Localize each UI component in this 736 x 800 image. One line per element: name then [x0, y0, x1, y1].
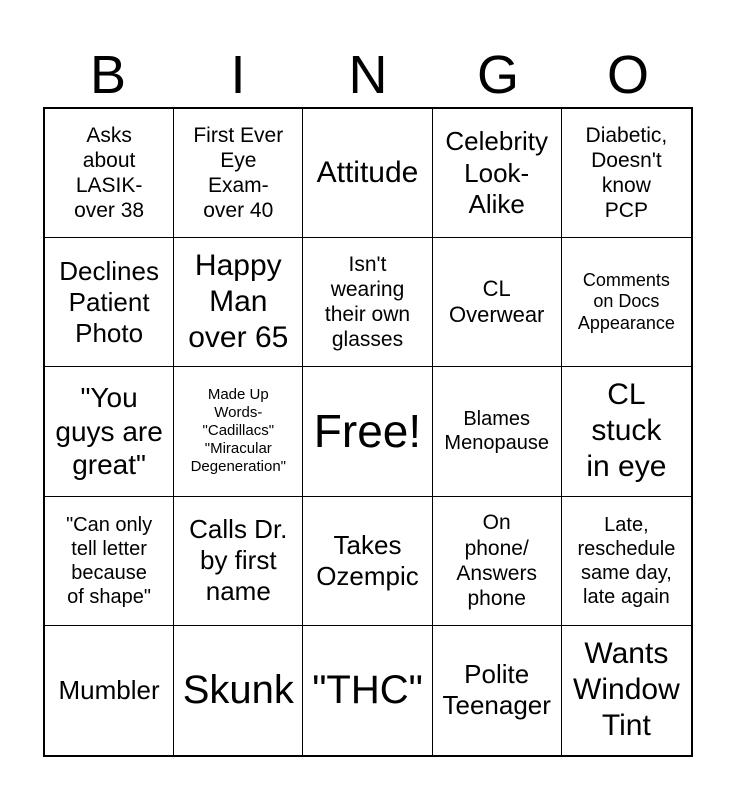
cell-text: Takes Ozempic	[316, 529, 419, 591]
bingo-cell[interactable]	[433, 367, 562, 496]
cell-text: CL Overwear	[449, 275, 545, 328]
cell-text: Declines Patient Photo	[59, 255, 159, 348]
cell-text: On phone/ Answers phone	[456, 511, 537, 610]
header-letter-i: I	[230, 45, 246, 105]
bingo-cell[interactable]	[174, 626, 303, 755]
header-letter-b: B	[89, 45, 127, 105]
cell-text: CL stuck in eye	[586, 378, 667, 484]
header-letter-o: O	[606, 45, 649, 105]
bingo-header	[43, 44, 693, 106]
bingo-cell[interactable]	[174, 497, 303, 626]
bingo-cell[interactable]	[303, 497, 432, 626]
bingo-cell[interactable]	[433, 497, 562, 626]
cell-text: Celebrity Look- Alike	[445, 126, 548, 219]
bingo-cell[interactable]	[174, 367, 303, 496]
bingo-cell[interactable]	[174, 109, 303, 238]
cell-text: "THC"	[312, 668, 423, 713]
bingo-cell[interactable]	[45, 367, 174, 496]
cell-text: Polite Teenager	[442, 659, 551, 721]
cell-text: Comments on Docs Appearance	[577, 269, 675, 334]
bingo-cell[interactable]	[45, 109, 174, 238]
cell-text: Isn't wearing their own glasses	[324, 252, 411, 352]
bingo-cell[interactable]	[45, 626, 174, 755]
bingo-card-grid	[43, 107, 693, 757]
cell-text: Diabetic, Doesn't know PCP	[585, 123, 668, 223]
cell-text: Blames Menopause	[444, 408, 549, 455]
bingo-cell[interactable]	[562, 238, 691, 367]
bingo-cell[interactable]	[174, 238, 303, 367]
bingo-cell[interactable]	[303, 238, 432, 367]
bingo-cell[interactable]	[562, 497, 691, 626]
bingo-cell[interactable]	[303, 109, 432, 238]
header-letter-g: G	[476, 45, 519, 105]
cell-text: "You guys are great"	[55, 382, 163, 481]
cell-text: Happy Man over 65	[188, 249, 289, 355]
bingo-cell[interactable]	[433, 109, 562, 238]
cell-text: Asks about LASIK- over 38	[74, 123, 145, 223]
cell-text: Calls Dr. by first name	[189, 513, 288, 607]
bingo-cell[interactable]	[45, 238, 174, 367]
cell-text: Wants Window Tint	[573, 637, 680, 743]
cell-text: Late, reschedule same day, late again	[577, 513, 676, 608]
bingo-cell[interactable]	[433, 238, 562, 367]
cell-text: Attitude	[316, 156, 419, 190]
header-letter-n: N	[348, 45, 388, 105]
free-space-cell[interactable]	[303, 367, 432, 496]
cell-text: Skunk	[182, 668, 294, 713]
bingo-cell[interactable]	[562, 367, 691, 496]
free-space-text: Free!	[313, 404, 422, 457]
bingo-cell[interactable]	[45, 497, 174, 626]
bingo-cell[interactable]	[433, 626, 562, 755]
bingo-cell[interactable]	[303, 626, 432, 755]
cell-text: Mumbler	[58, 674, 160, 705]
cell-text: "Can only tell letter because of shape"	[66, 513, 153, 608]
bingo-cell[interactable]	[562, 109, 691, 238]
cell-text: First Ever Eye Exam- over 40	[193, 123, 284, 223]
cell-text: Made Up Words- "Cadillacs" "Miracular Degeneration"	[190, 386, 286, 476]
bingo-cell[interactable]	[562, 626, 691, 755]
